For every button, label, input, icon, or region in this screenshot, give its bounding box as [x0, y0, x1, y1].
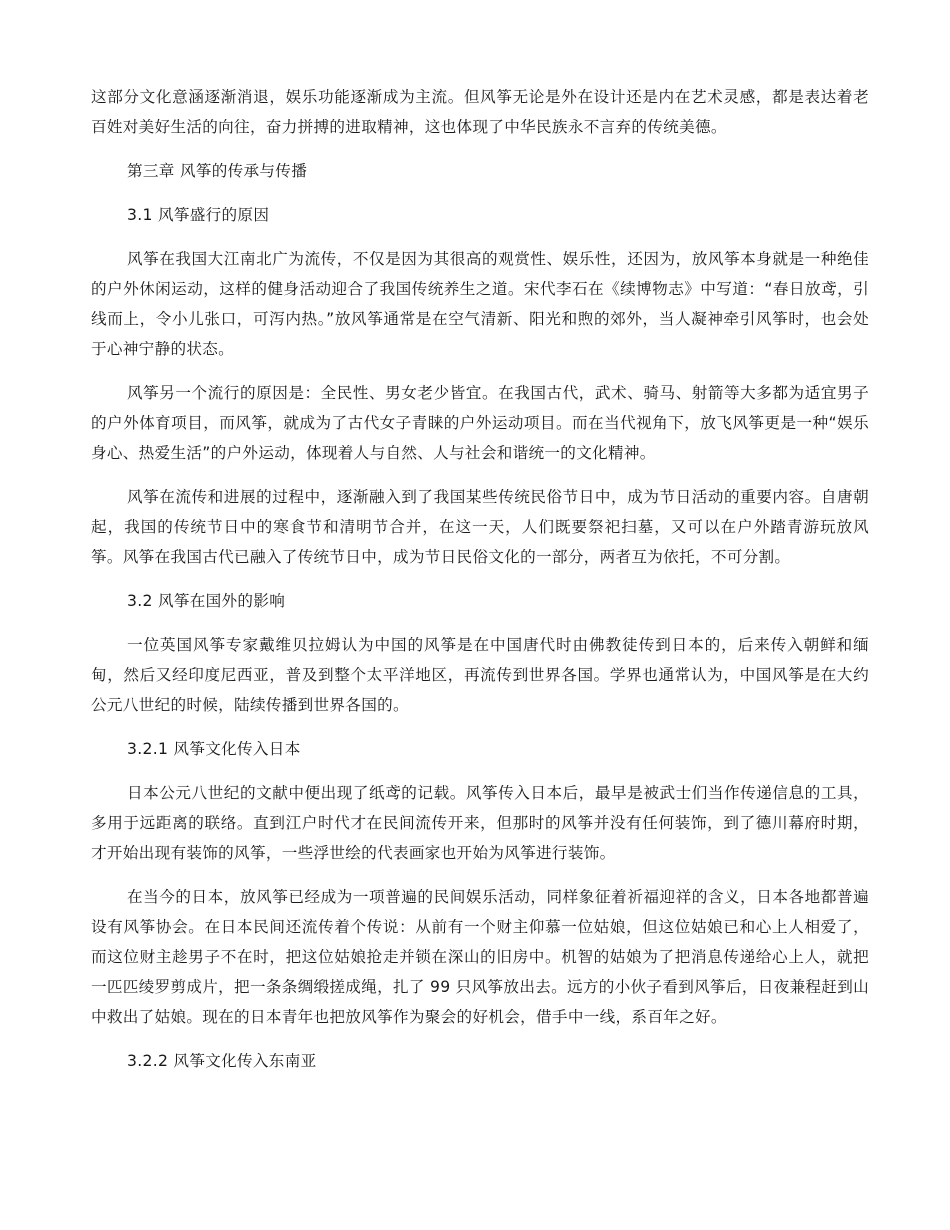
- section-heading: 3.2 风筝在国外的影响: [127, 592, 286, 610]
- section-heading: 3.1 风筝盛行的原因: [127, 206, 270, 224]
- chapter-heading: 第三章 风筝的传承与传播: [127, 162, 308, 180]
- paragraph: 这部分文化意涵逐渐消退，娱乐功能逐渐成为主流。但风筝无论是外在设计还是内在艺术灵感，都是表达着老百姓对美好生活的向往，奋力拼搏的进取精神，这也体现了中华民族永不言弃的传统美德。: [91, 88, 869, 136]
- paragraph: 风筝在我国大江南北广为流传，不仅是因为其很高的观赏性、娱乐性，还因为，放风筝本身就是一种绝佳的户外休闲运动，这样的健身活动迎合了我国传统养生之道。宋代李石在《续博物志》中写道：“春日放鸢，引线而上，令小儿张口，可泻内热。”放风筝通常是在空气清新、阳光和煦的郊外，当人凝神牵引风筝时，也会处于心神宁静的状态。: [91, 250, 869, 358]
- document-page: [91, 82, 869, 1076]
- paragraph: 日本公元八世纪的文献中便出现了纸鸢的记载。风筝传入日本后，最早是被武士们当作传递信息的工具，多用于远距离的联络。直到江户时代才在民间流传开来，但那时的风筝并没有任何装饰，到了德川幕府时期，才开始出现有装饰的风筝，一些浮世绘的代表画家也开始为风筝进行装饰。: [91, 784, 869, 862]
- paragraph: 风筝另一个流行的原因是：全民性、男女老少皆宜。在我国古代，武术、骑马、射箭等大多都为适宜男子的户外体育项目，而风筝，就成为了古代女子青睐的户外运动项目。而在当代视角下，放飞风筝更是一种“娱乐身心、热爱生活”的户外运动，体现着人与自然、人与社会和谐统一的文化精神。: [91, 384, 869, 462]
- subsection-heading: 3.2.2 风筝文化传入东南亚: [127, 1052, 317, 1070]
- paragraph: 风筝在流传和进展的过程中，逐渐融入到了我国某些传统民俗节日中，成为节日活动的重要内容。自唐朝起，我国的传统节日中的寒食节和清明节合并，在这一天，人们既要祭祀扫墓，又可以在户外踏青游玩放风筝。风筝在我国古代已融入了传统节日中，成为节日民俗文化的一部分，两者互为依托，不可分割。: [91, 488, 869, 566]
- paragraph: 在当今的日本，放风筝已经成为一项普遍的民间娱乐活动，同样象征着祈福迎祥的含义，日本各地都普遍设有风筝协会。在日本民间还流传着个传说：从前有一个财主仰慕一位姑娘，但这位姑娘已和心上人相爱了，而这位财主趁男子不在时，把这位姑娘抢走并锁在深山的旧房中。机智的姑娘为了把消息传递给心上人，就把一匹匹绫罗剪成片，把一条条绸缎搓成绳，扎了 99 只风筝放出去。远方的小伙子看到风筝后，日夜兼程赶到山中救出了姑娘。现在的日本青年也把放风筝作为聚会的好机会，借手中一线，系百年之好。: [91, 888, 869, 1026]
- subsection-heading: 3.2.1 风筝文化传入日本: [127, 740, 301, 758]
- paragraph: 一位英国风筝专家戴维贝拉姆认为中国的风筝是在中国唐代时由佛教徒传到日本的，后来传入朝鲜和缅甸，然后又经印度尼西亚，普及到整个太平洋地区，再流传到世界各国。学界也通常认为，中国风筝是在大约公元八世纪的时候，陆续传播到世界各国的。: [91, 636, 869, 714]
